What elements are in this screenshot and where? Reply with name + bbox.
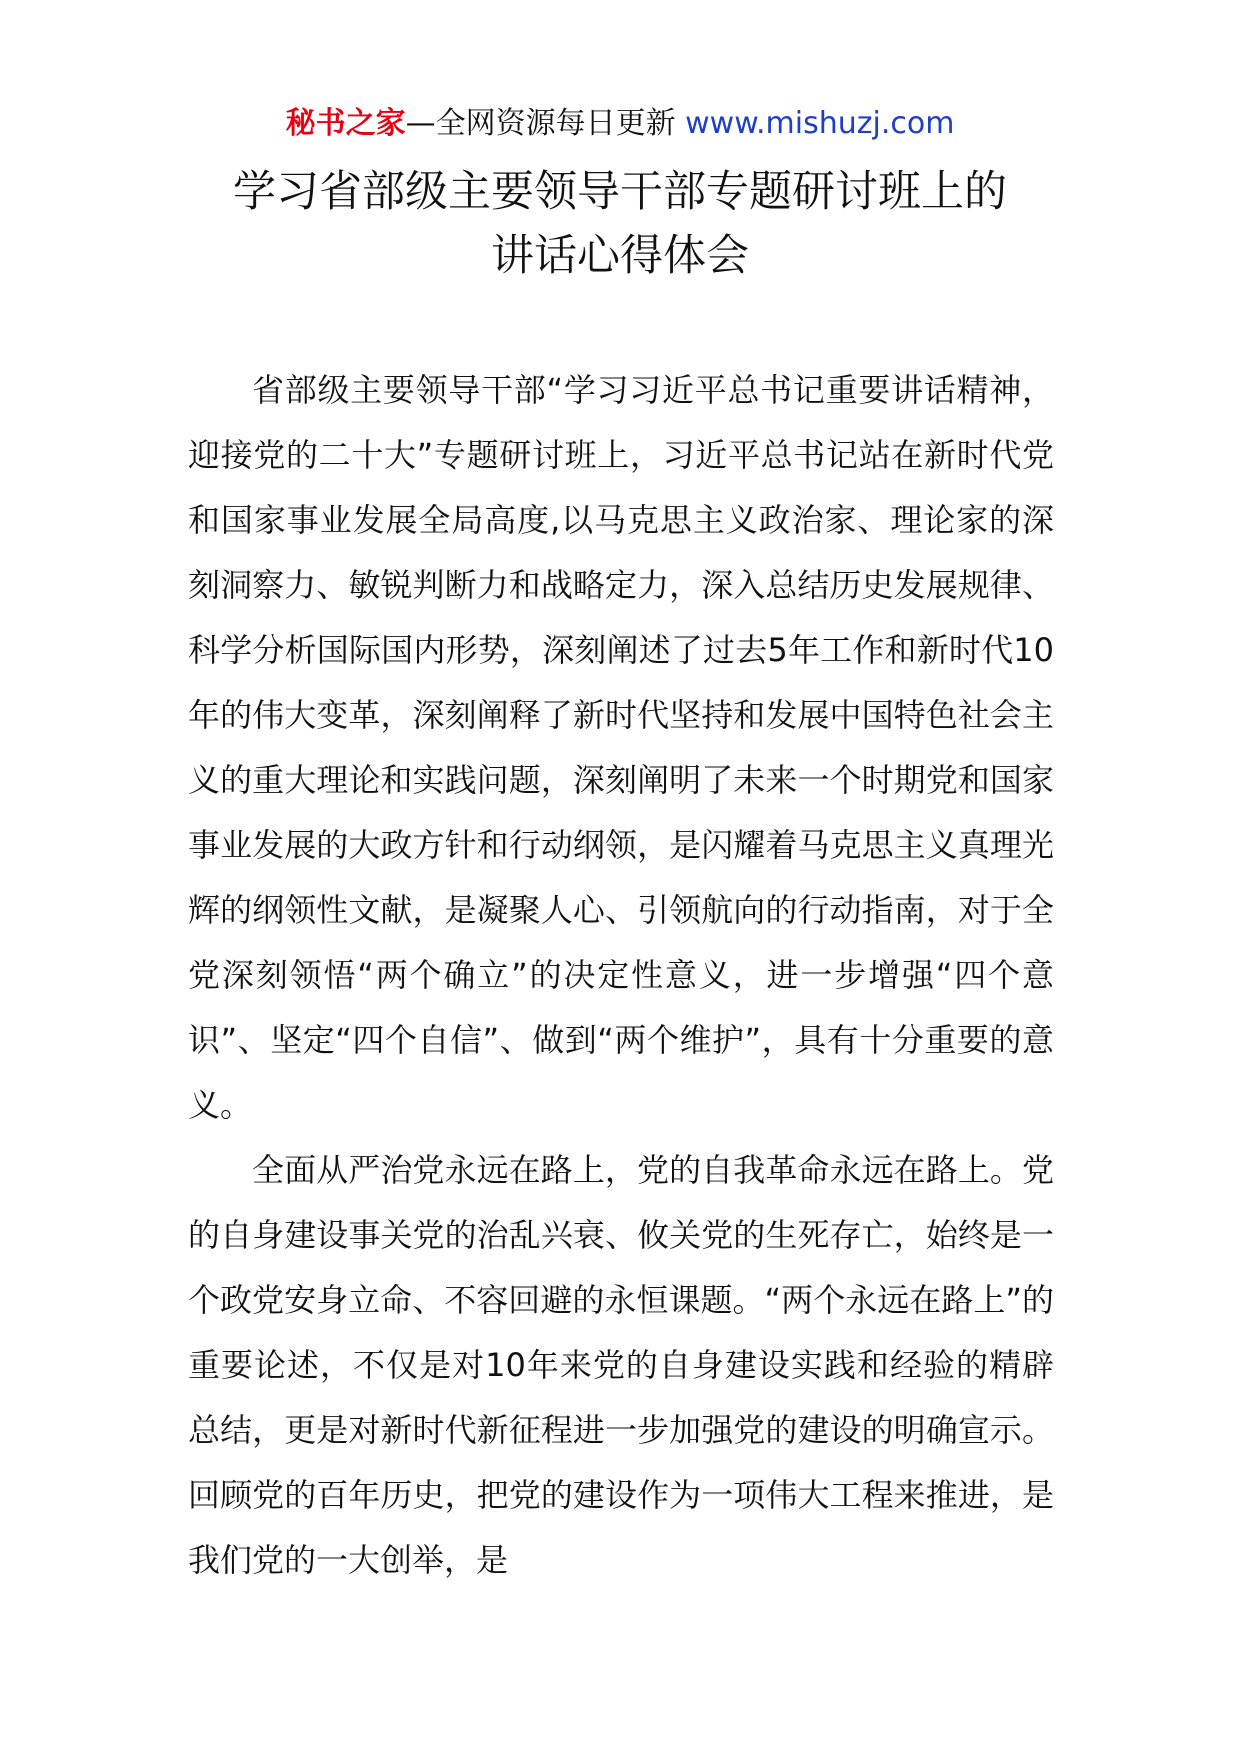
site-header (0, 104, 1240, 144)
title-line-1: 学习省部级主要领导干部专题研讨班上的 (233, 167, 1007, 217)
site-tagline: —全网资源每日更新 (405, 106, 686, 141)
title-line-2: 讲话心得体会 (491, 231, 749, 281)
site-brand: 秘书之家 (285, 106, 406, 141)
paragraph-2: 全面从严治党永远在路上，党的自我革命永远在路上。党的自身建设事关党的治乱兴衰、攸关党的生死存亡，始终是一个政党安身立命、不容回避的永恒课题。“两个永远在路上”的重要论述，不仅是对10年来党的自身建设实践和经验的精辟总结，更是对新时代新征程进一步加强党的建设的明确宣示。回顾党的百年历史，把党的建设作为一项伟大工程来推进，是我们党的一大创举，是 (188, 1151, 1054, 1579)
paragraph-1: 省部级主要领导干部“学习习近平总书记重要讲话精神，迎接党的二十大”专题研讨班上，习近平总书记站在新时代党和国家事业发展全局高度,以马克思主义政治家、理论家的深刻洞察力、敏锐判断力和战略定力，深入总结历史发展规律、科学分析国际国内形势，深刻阐述了过去5年工作和新时代10年的伟大变革，深刻阐释了新时代坚持和发展中国特色社会主义的重大理论和实践问题，深刻阐明了未来一个时期党和国家事业发展的大政方针和行动纲领，是闪耀着马克思主义真理光辉的纲领性文献，是凝聚人心、引领航向的行动指南，对于全党深刻领悟“两个确立”的决定性意义，进一步增强“四个意识”、坚定“四个自信”、做到“两个维护”，具有十分重要的意义。 (188, 371, 1054, 1124)
site-url-link[interactable]: www.mishuzj.com (685, 106, 955, 141)
document-body (188, 358, 1054, 1593)
document-title (0, 160, 1240, 288)
